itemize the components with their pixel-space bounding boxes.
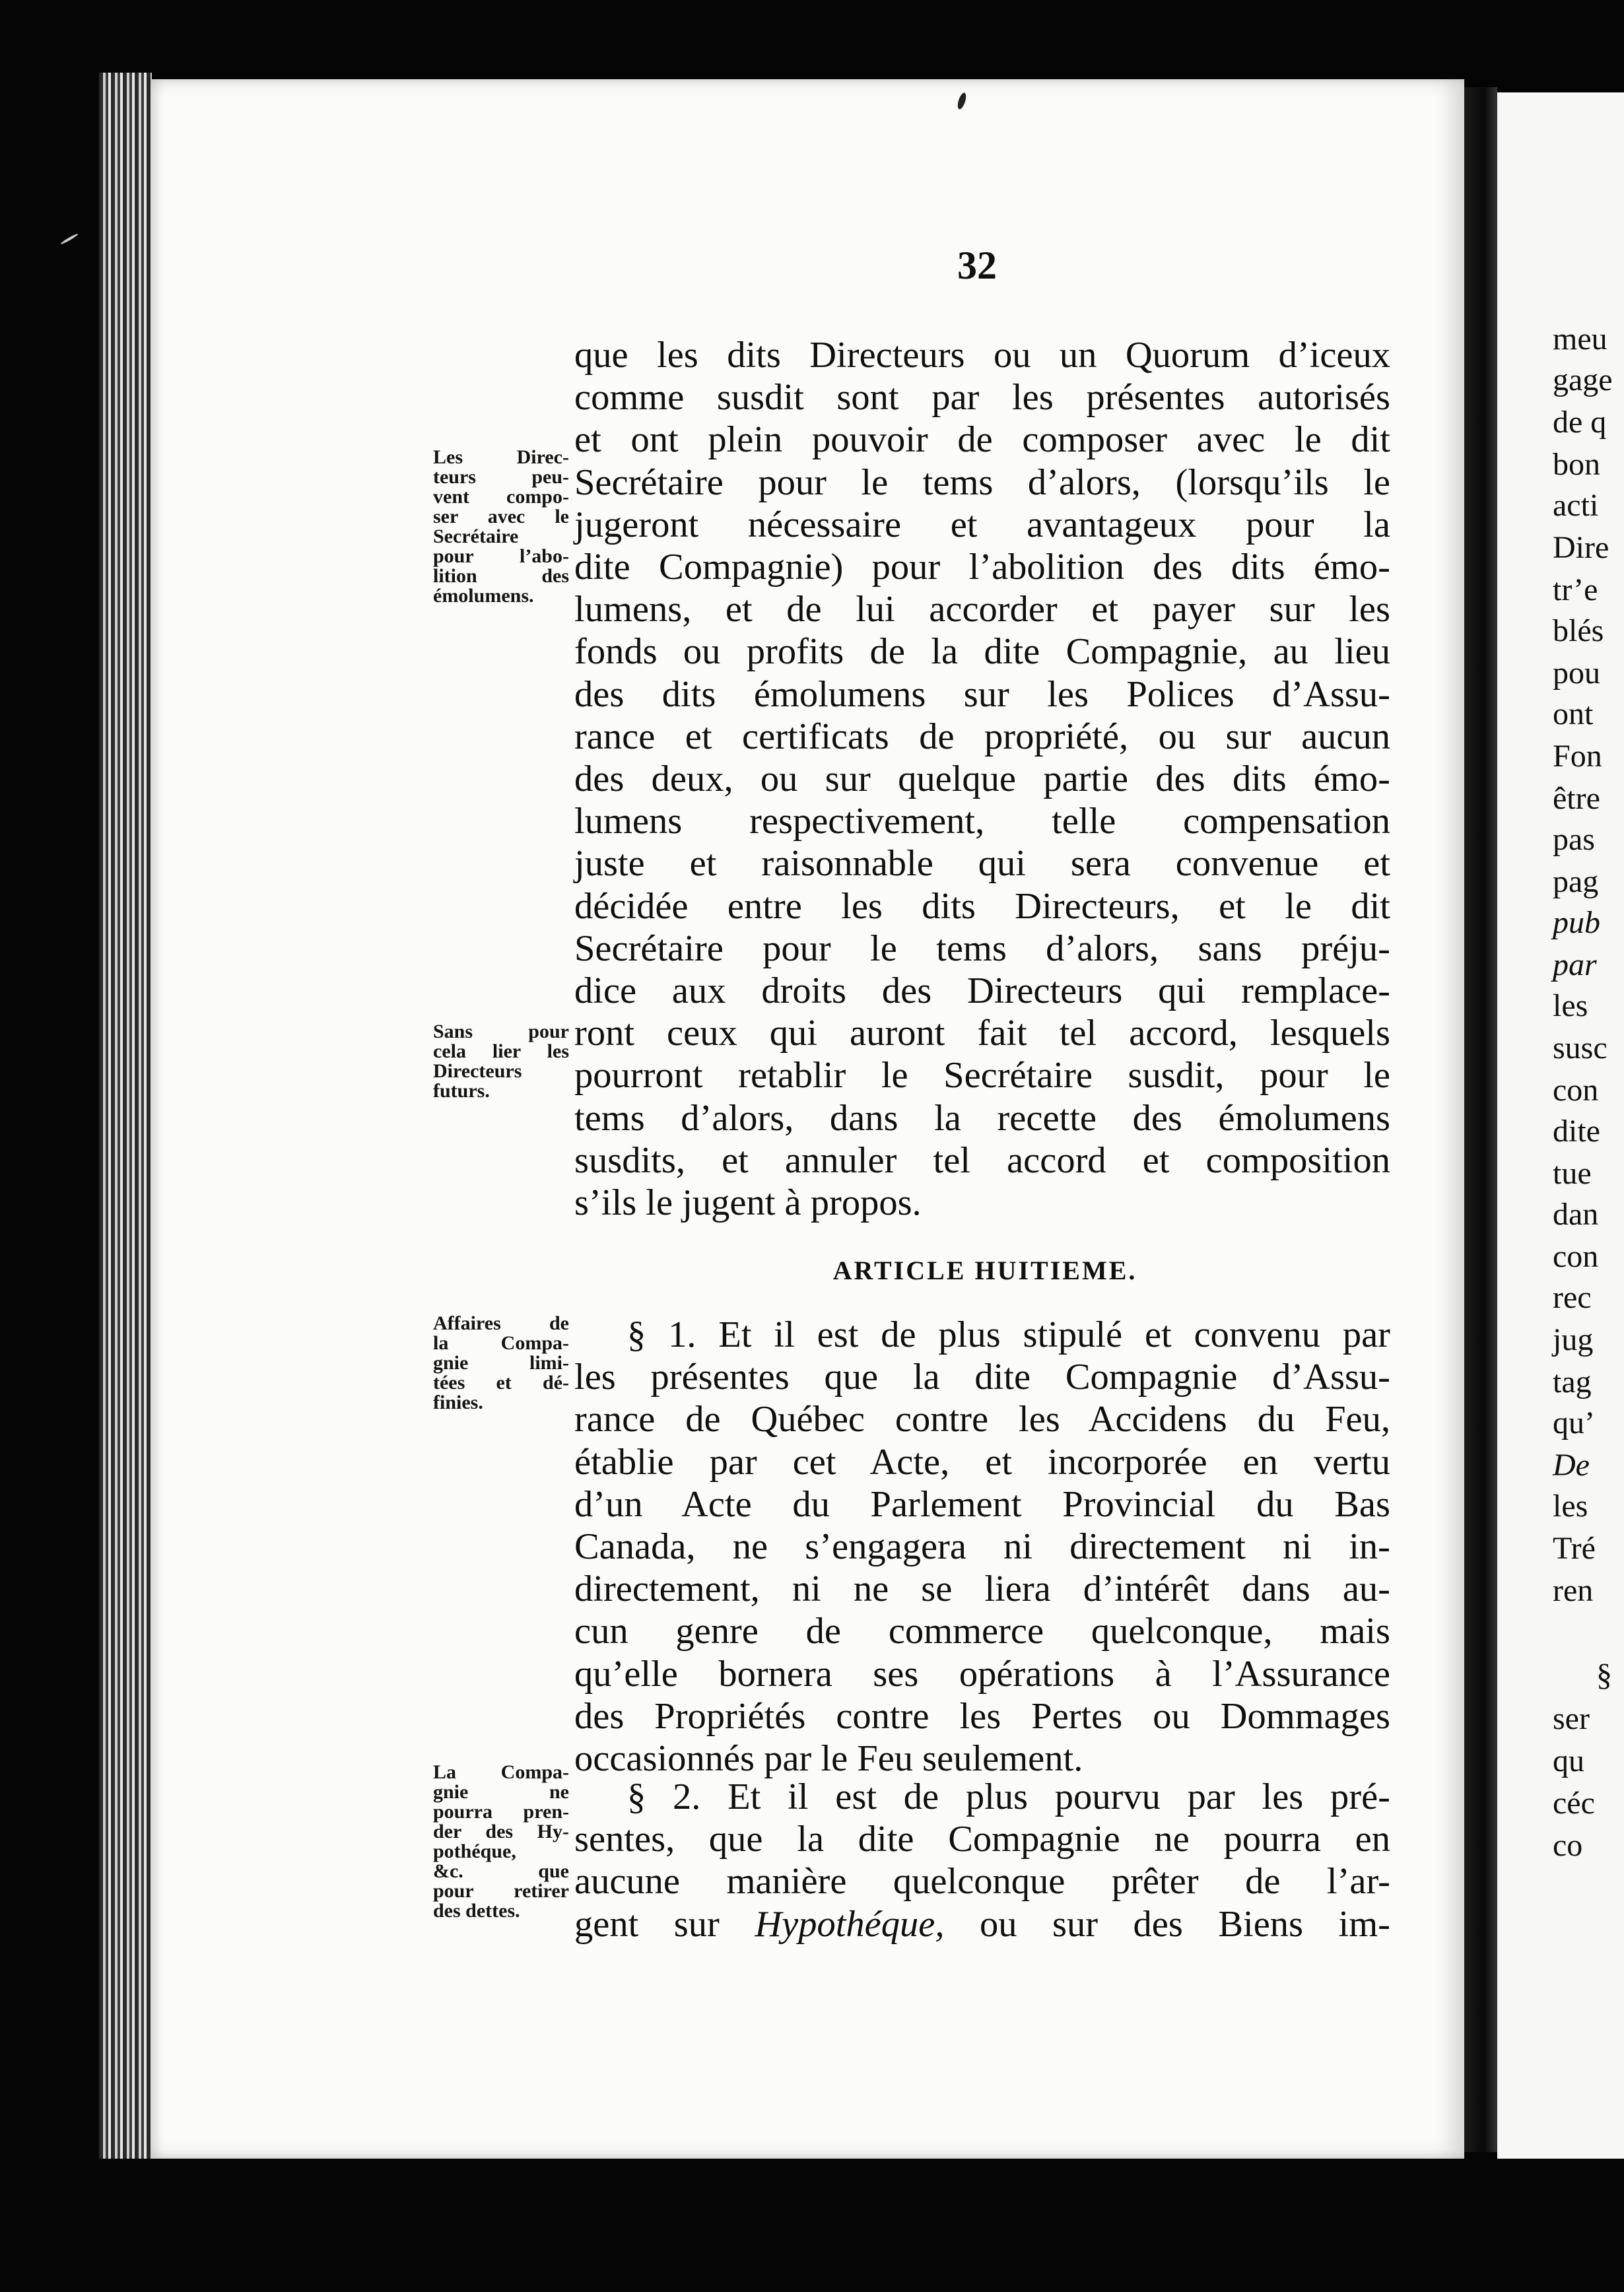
text-line: des dits émolumens sur les Polices d’Assu- bbox=[574, 673, 1390, 715]
margin-note-line: ser avec le bbox=[433, 506, 569, 527]
text-line: rance et certificats de propriété, ou sur aucun bbox=[574, 716, 1390, 757]
text-fragment: gent sur bbox=[574, 1903, 755, 1945]
facing-page-line: con bbox=[1553, 1073, 1599, 1108]
text-line: juste et raisonnable qui sera convenue et bbox=[574, 843, 1390, 885]
text-line: § 2. Et il est de plus pourvu par les pré- bbox=[627, 1776, 1390, 1817]
margin-note-line: der des Hy- bbox=[433, 1821, 569, 1842]
facing-page-line: tr’e bbox=[1553, 572, 1598, 607]
text-line: dite Compagnie) pour l’abolition des dits émo- bbox=[574, 547, 1390, 588]
facing-page-line: con bbox=[1553, 1239, 1599, 1274]
text-line: cun genre de commerce quelconque, mais bbox=[574, 1611, 1390, 1652]
margin-note-line: émolumens. bbox=[433, 585, 534, 607]
page-number: 32 bbox=[957, 244, 997, 287]
margin-note-line: pourra pren- bbox=[433, 1801, 569, 1823]
margin-note-directeurs bbox=[433, 448, 569, 606]
text-line: aucune manière quelconque prêter de l’ar- bbox=[574, 1861, 1390, 1903]
margin-note-line: gnie limi- bbox=[433, 1352, 569, 1374]
text-line: jugeront nécessaire et avantageux pour la bbox=[574, 504, 1390, 545]
facing-page-line: co bbox=[1553, 1828, 1583, 1863]
italic-term: Hypothéque, bbox=[755, 1903, 945, 1945]
margin-note-line: pour retirer bbox=[433, 1880, 569, 1902]
margin-note-line: Affaires de bbox=[433, 1312, 569, 1334]
facing-page-line: gage bbox=[1553, 362, 1613, 397]
text-line: Secrétaire pour le tems d’alors, sans préju- bbox=[574, 927, 1390, 969]
text-line: directement, ni ne se liera d’intérêt dans au- bbox=[574, 1568, 1390, 1610]
margin-note-line: cela lier les bbox=[433, 1040, 569, 1062]
facing-page-line: De bbox=[1553, 1448, 1590, 1483]
margin-note-line: finies. bbox=[433, 1392, 483, 1413]
facing-page-line: jug bbox=[1553, 1322, 1594, 1357]
facing-page-line: Dire bbox=[1553, 530, 1609, 565]
facing-page-line: tue bbox=[1553, 1156, 1592, 1191]
facing-page-line: qu bbox=[1553, 1743, 1584, 1778]
facing-page-line: rec bbox=[1553, 1280, 1592, 1315]
page-edge-stack bbox=[99, 73, 152, 2159]
text-line: dice aux droits des Directeurs qui remplace- bbox=[574, 970, 1390, 1012]
facing-page-line: § bbox=[1596, 1658, 1612, 1693]
facing-page-line: qu’ bbox=[1553, 1405, 1595, 1440]
text-line: occasionnés par le Feu seulement. bbox=[574, 1738, 1083, 1780]
facing-page-line: pag bbox=[1553, 864, 1599, 899]
facing-page-line: ren bbox=[1553, 1573, 1594, 1608]
facing-page-line: pou bbox=[1553, 656, 1600, 691]
facing-page-line: pas bbox=[1553, 822, 1595, 857]
margin-note-line: &c. que bbox=[433, 1860, 569, 1882]
facing-page-line: bon bbox=[1553, 447, 1600, 482]
text-line: comme susdit sont par les présentes autorisés bbox=[574, 377, 1390, 419]
text-line: Secrétaire pour le tems d’alors, (lorsqu’ils le bbox=[574, 461, 1390, 503]
text-line: décidée entre les dits Directeurs, et le dit bbox=[574, 885, 1390, 927]
margin-note-line: Secrétaire bbox=[433, 525, 519, 547]
margin-note-line: Directeurs bbox=[433, 1060, 522, 1082]
text-fragment: ou sur des Biens im- bbox=[944, 1903, 1391, 1945]
facing-page-line: meu bbox=[1553, 321, 1607, 356]
text-line: ront ceux qui auront fait tel accord, lesquels bbox=[574, 1013, 1390, 1054]
margin-note-line: gnie ne bbox=[433, 1781, 569, 1803]
main-text-block-1 bbox=[574, 334, 1390, 1224]
margin-note-line: la Compa- bbox=[433, 1332, 569, 1354]
margin-note-line: des dettes. bbox=[433, 1900, 520, 1922]
facing-page-line: tag bbox=[1553, 1365, 1592, 1399]
text-line: tems d’alors, dans la recette des émolumens bbox=[574, 1097, 1390, 1139]
text-line: lumens respectivement, telle compensation bbox=[574, 801, 1390, 842]
text-line: établie par cet Acte, et incorporée en vertu bbox=[574, 1441, 1390, 1483]
text-line: rance de Québec contre les Accidens du Feu, bbox=[574, 1399, 1390, 1440]
facing-page-line: les bbox=[1553, 988, 1588, 1023]
facing-page-line: dan bbox=[1553, 1197, 1599, 1232]
facing-page-line: pub bbox=[1553, 905, 1600, 940]
book-gutter bbox=[1464, 87, 1497, 2152]
facing-page-line: ser bbox=[1553, 1701, 1590, 1736]
text-line: § 1. Et il est de plus stipulé et convenu par bbox=[627, 1314, 1390, 1355]
facing-page-line: susc bbox=[1553, 1030, 1607, 1065]
main-text-block-2 bbox=[574, 1314, 1390, 1780]
margin-note-affaires bbox=[433, 1314, 569, 1413]
text-line: sentes, que la dite Compagnie ne pourra en bbox=[574, 1819, 1390, 1860]
facing-page-line: Tré bbox=[1553, 1531, 1596, 1566]
text-line: lumens, et de lui accorder et payer sur les bbox=[574, 589, 1390, 630]
text-line: et ont plein pouvoir de composer avec le dit bbox=[574, 419, 1390, 461]
text-line: les présentes que la dite Compagnie d’Assu- bbox=[574, 1357, 1390, 1398]
facing-page-line: ont bbox=[1553, 696, 1594, 731]
text-line: susdits, et annuler tel accord et composition bbox=[574, 1139, 1390, 1181]
margin-note-line: Les Direc- bbox=[433, 446, 569, 468]
margin-note-compagnie bbox=[433, 1763, 569, 1921]
text-line: s’ils le jugent à propos. bbox=[574, 1182, 922, 1224]
main-text-block-3 bbox=[574, 1776, 1390, 1945]
facing-page-line: les bbox=[1553, 1489, 1588, 1524]
facing-page-line: de q bbox=[1553, 405, 1607, 440]
margin-note-line: tées et dé- bbox=[433, 1372, 569, 1394]
margin-note-line: futurs. bbox=[433, 1080, 490, 1102]
facing-page-line: acti bbox=[1553, 488, 1599, 523]
text-line: fonds ou profits de la dite Compagnie, au lieu bbox=[574, 631, 1390, 673]
scan-artifact bbox=[60, 233, 79, 245]
facing-page-line: être bbox=[1553, 781, 1600, 816]
margin-note-line: lition des bbox=[433, 565, 569, 587]
margin-note-line: vent compo- bbox=[433, 486, 569, 508]
text-line: pourront retablir le Secrétaire susdit, pour le bbox=[574, 1055, 1390, 1096]
margin-note-line: Sans pour bbox=[433, 1021, 569, 1042]
text-line: d’un Acte du Parlement Provincial du Bas bbox=[574, 1483, 1390, 1525]
margin-note-line: teurs peu- bbox=[433, 466, 569, 488]
facing-page-line: céc bbox=[1553, 1786, 1595, 1821]
margin-note-sans-pour bbox=[433, 1022, 569, 1101]
facing-page-line: par bbox=[1553, 947, 1597, 982]
text-line: des Propriétés contre les Pertes ou Dommages bbox=[574, 1695, 1390, 1737]
margin-note-line: pour l’abo- bbox=[433, 545, 569, 567]
facing-page-line: Fon bbox=[1553, 739, 1602, 774]
facing-page-fragment bbox=[1497, 92, 1624, 2159]
article-heading: ARTICLE HUITIEME. bbox=[832, 1256, 1137, 1285]
text-line: Canada, ne s’engagera ni directement ni in- bbox=[574, 1526, 1390, 1568]
text-line: qu’elle bornera ses opérations à l’Assurance bbox=[574, 1653, 1390, 1695]
facing-page-line: dite bbox=[1553, 1114, 1600, 1149]
text-line: que les dits Directeurs ou un Quorum d’iceux bbox=[574, 335, 1390, 376]
margin-note-line: La Compa- bbox=[433, 1761, 569, 1783]
text-line bbox=[574, 1903, 1390, 1945]
margin-note-line: pothéque, bbox=[433, 1840, 516, 1862]
text-line: des deux, ou sur quelque partie des dits émo- bbox=[574, 758, 1390, 800]
facing-page-line: blés bbox=[1553, 613, 1604, 648]
